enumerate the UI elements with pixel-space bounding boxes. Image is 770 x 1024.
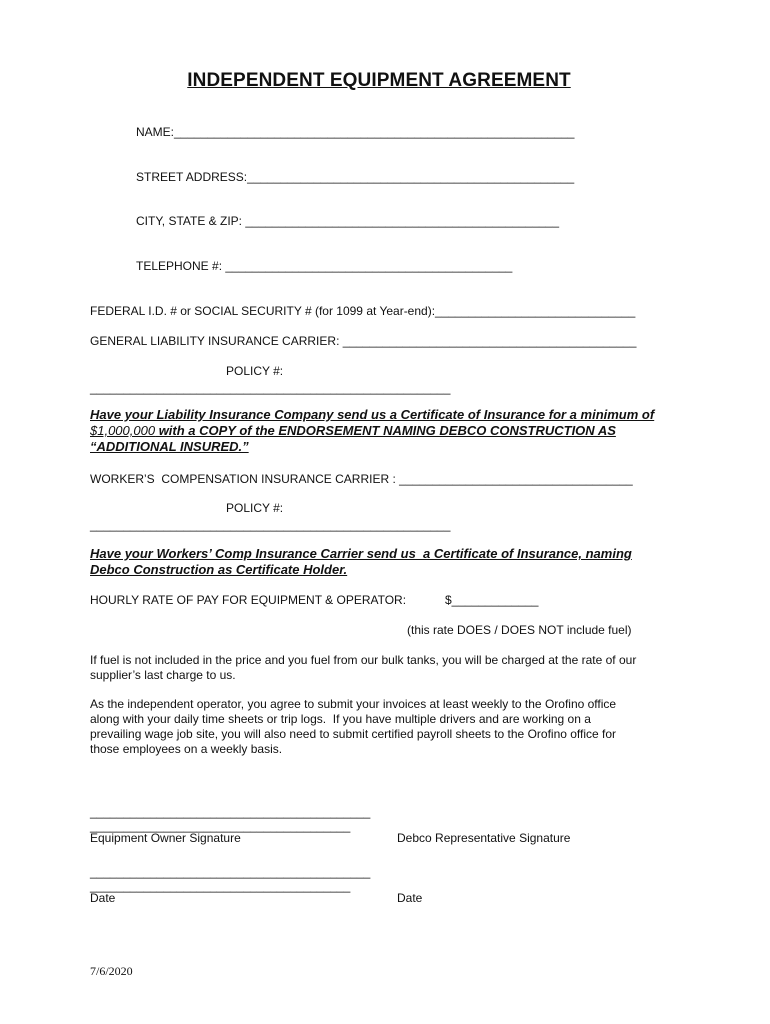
city-state-zip-field[interactable]: CITY, STATE & ZIP: _______________________________________________ (136, 214, 560, 228)
workers-notice-line-1: Have your Workers’ Comp Insurance Carrier send us a Certificate of Insurance, naming (90, 546, 632, 561)
liability-endorsement-text: with a COPY of the ENDORSEMENT NAMING DEBCO CONSTRUCTION AS (155, 423, 616, 438)
date-line[interactable]: __________________________________________ (90, 865, 371, 879)
liability-carrier-field[interactable]: GENERAL LIABILITY INSURANCE CARRIER: ____________________________________________ (90, 334, 637, 348)
invoice-paragraph-line-3: prevailing wage job site, you will also need to submit certified payroll sheets to the Orofino office for (90, 727, 617, 741)
name-field[interactable]: NAME:____________________________________________________________ (136, 125, 575, 139)
liability-policy-field[interactable]: ______________________________________________________ (90, 381, 451, 395)
fuel-note: (this rate DOES / DOES NOT include fuel) (407, 623, 632, 637)
liability-policy-label: POLICY #: (226, 364, 284, 378)
document-title: INDEPENDENT EQUIPMENT AGREEMENT (187, 70, 571, 91)
date-line-2[interactable]: _______________________________________ (90, 879, 351, 893)
workers-comp-policy-label: POLICY #: (226, 501, 284, 515)
hourly-rate-label: HOURLY RATE OF PAY FOR EQUIPMENT & OPERATOR: (90, 593, 407, 607)
invoice-paragraph-line-4: those employees on a weekly basis. (90, 742, 283, 756)
liability-notice-line-3: “ADDITIONAL INSURED.” (90, 439, 249, 454)
workers-notice-line-2: Debco Construction as Certificate Holder. (90, 562, 348, 577)
telephone-field[interactable]: TELEPHONE #: ___________________________________________ (136, 259, 513, 273)
date-label-left: Date (90, 891, 116, 905)
fuel-paragraph-line-2: supplier’s last charge to us. (90, 668, 236, 682)
debco-signature-label: Debco Representative Signature (397, 831, 571, 845)
workers-comp-policy-field[interactable]: ______________________________________________________ (90, 518, 451, 532)
workers-comp-carrier-field[interactable]: WORKER’S COMPENSATION INSURANCE CARRIER : ___________________________________ (90, 472, 633, 486)
invoice-paragraph-line-1: As the independent operator, you agree to submit your invoices at least weekly to the Orofino office (90, 697, 617, 711)
hourly-rate-field[interactable]: $_____________ (445, 593, 539, 607)
street-address-field[interactable]: STREET ADDRESS:_________________________________________________ (136, 170, 575, 184)
federal-id-field[interactable]: FEDERAL I.D. # or SOCIAL SECURITY # (for 1099 at Year-end):______________________________ (90, 304, 636, 318)
footer-date: 7/6/2020 (90, 964, 133, 978)
liability-amount: $1,000,000 (90, 423, 156, 438)
invoice-paragraph-line-2: along with your daily time sheets or trip logs. If you have multiple drivers and are working on a (90, 712, 591, 726)
liability-notice-line-1: Have your Liability Insurance Company send us a Certificate of Insurance for a minimum of (90, 407, 655, 422)
date-label-right: Date (397, 891, 423, 905)
owner-signature-line-2[interactable]: _______________________________________ (90, 819, 351, 833)
owner-signature-line[interactable]: __________________________________________ (90, 805, 371, 819)
owner-signature-label: Equipment Owner Signature (90, 831, 241, 845)
liability-notice-line-2 (90, 423, 616, 439)
fuel-paragraph-line-1: If fuel is not included in the price and you fuel from our bulk tanks, you will be charged at the rate of our (90, 653, 637, 667)
